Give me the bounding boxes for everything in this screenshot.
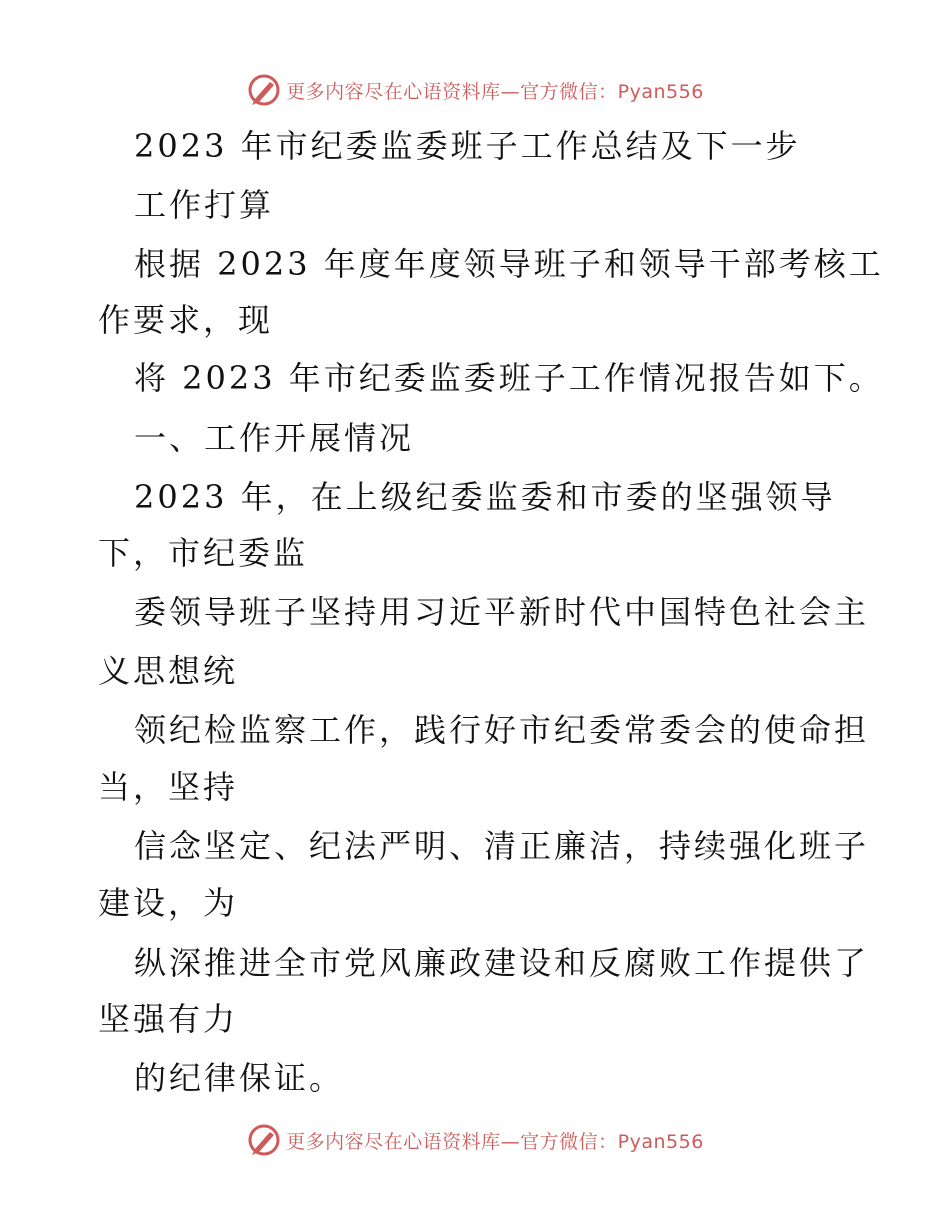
watermark-text: 更多内容尽在心语资料库—官方微信：Pyan556 [286, 1130, 704, 1153]
paragraph-line: 义思想统 [98, 652, 239, 690]
doc-title-line: 工作打算 [134, 186, 275, 224]
paragraph-line: 建设，为 [98, 884, 239, 922]
paragraph-line: 将 2023 年市纪委监委班子工作情况报告如下。 [134, 359, 884, 397]
paragraph-line: 坚强有力 [98, 1000, 239, 1038]
paragraph-line: 的纪律保证。 [134, 1059, 345, 1097]
paragraph-line: 下，市纪委监 [98, 534, 309, 572]
paragraph-line: 作要求，现 [98, 301, 274, 339]
header-watermark [0, 70, 950, 110]
paragraph-line: 纵深推进全市党风廉政建设和反腐败工作提供了 [134, 944, 870, 982]
section-heading: 一、工作开展情况 [134, 419, 415, 457]
paragraph-line: 领纪检监察工作，践行好市纪委常委会的使命担 [134, 711, 870, 749]
paragraph-line: 委领导班子坚持用习近平新时代中国特色社会主 [134, 593, 870, 631]
paragraph-line: 信念坚定、纪法严明、清正廉洁，持续强化班子 [134, 827, 870, 865]
footer-watermark [0, 1120, 950, 1160]
paragraph-line: 根据 2023 年度年度领导班子和领导干部考核工 [134, 245, 884, 283]
watermark-text: 更多内容尽在心语资料库—官方微信：Pyan556 [286, 80, 704, 103]
paragraph-line: 当，坚持 [98, 768, 239, 806]
doc-title-line: 2023 年市纪委监委班子工作总结及下一步 [134, 127, 801, 165]
red-pen-logo-icon [246, 1122, 282, 1158]
red-pen-logo-icon [246, 72, 282, 108]
paragraph-line: 2023 年，在上级纪委监委和市委的坚强领导 [134, 478, 836, 516]
